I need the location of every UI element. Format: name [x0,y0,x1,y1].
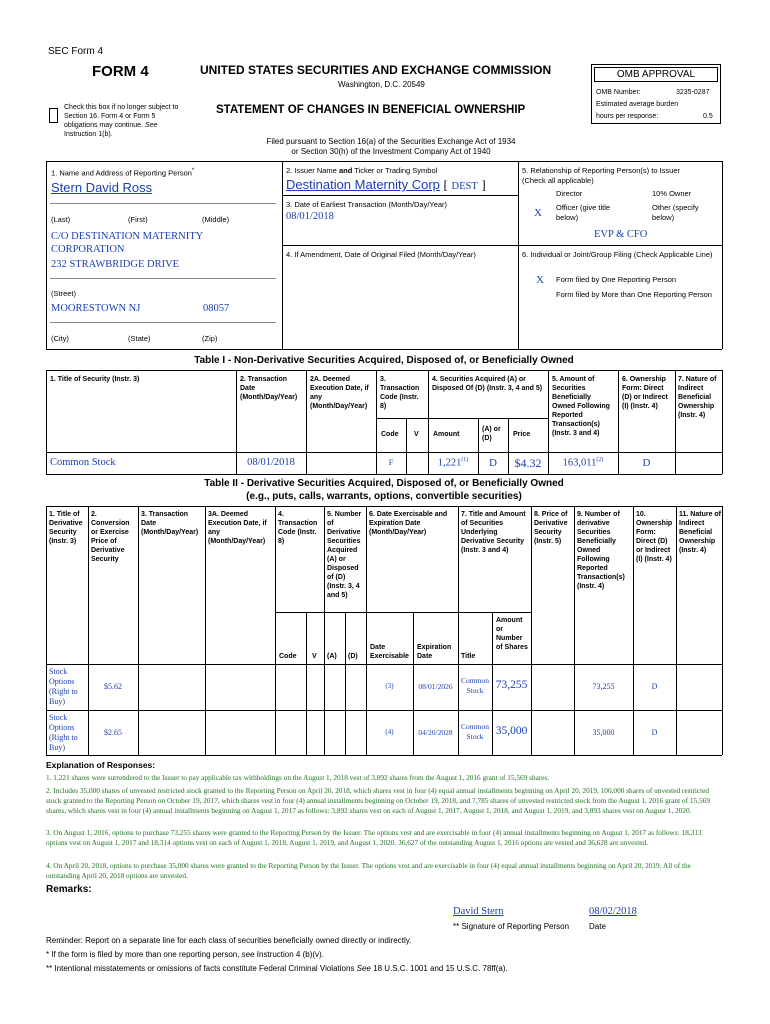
reporting-person-name[interactable]: Stern David Ross [51,180,153,195]
earliest-transaction-date: 08/01/2018 [286,211,334,222]
t2-row1-price: $5.62 [104,682,122,691]
t2-amount-shares: Amount or Number of Shares [496,617,528,651]
address-line-1: C/O DESTINATION MATERNITY [51,231,204,242]
t1-h1: 1. Title of Security (Instr. 3) [50,376,140,383]
filed-more-option[interactable]: Form filed by More than One Reporting Person [556,290,712,299]
t2-v: V [312,653,317,660]
signature-label: ** Signature of Reporting Person [453,922,570,931]
t2-h5: 5. Number of Derivative Securities Acquired (A) or Disposed of (D) (Instr. 3, 4 and 5) [327,511,362,599]
t2-expiration-date: Expiration Date [417,644,452,660]
t2-row2-owned: 35,000 [592,728,615,737]
form-label-top: SEC Form 4 [48,46,104,57]
t2-h1: 1. Title of Derivative Security (Instr. 3) [49,511,83,545]
agency-title: UNITED STATES SECURITIES AND EXCHANGE COMMISSION [200,63,552,77]
last-label: (Last) [51,215,71,224]
t2-d: (D) [348,653,358,660]
explanation-title: Explanation of Responses: [46,760,156,770]
box4-label: 4. If Amendment, Date of Original Filed (Month/Day/Year) [286,250,476,259]
footnote-3: 3. On August 1, 2016, options to purchase 73,255 shares were granted to the Reporting Person by the Issuer. The options vest and are exercisable in four (4) annual installments beginning on August 1, 2017 as follows: 18,313 options vest on August 1, 2017 and 18,314 options vest on each of August 1, 2018, August 1, 2019, and August 1, 2020. 36,627 of the outstanding August 1, 2016 options are vested and 36,628 are unvested. [46,828,702,847]
omb-number-value: 3235-0287 [676,89,710,96]
t2-row2-form: D [651,728,658,737]
t2-row1-u-amount: 73,255 [495,679,528,691]
issuer-name[interactable]: Destination Maternity Corp [286,177,440,192]
table2-title-2: (e.g., puts, calls, warrants, options, convertible securities) [246,491,522,502]
table2-title-1: Table II - Derivative Securities Acquired, Disposed of, or Beneficially Owned [204,478,564,489]
t1-v: V [414,431,419,438]
t1-h2a: 2A. Deemed Execution Date, if any (Month/Day/Year) [310,376,369,410]
t1-transaction-date: 08/01/2018 [247,457,295,468]
t2-h3a: 3A. Deemed Execution Date, if any (Month/Day/Year) [208,511,267,545]
checkbox-text: Check this box if no longer subject to Section 16. Form 4 or Form 5 obligations may continue. See Instruction 1(b). [64,104,179,138]
t1-h4: 4. Securities Acquired (A) or Disposed Of (D) (Instr. 3, 4 and 5) [432,376,543,392]
ten-pct-owner-option[interactable]: 10% Owner [652,189,692,198]
director-option[interactable]: Director [556,189,583,198]
t2-row2-u-title: Common Stock [461,722,489,741]
filed-one-option[interactable]: Form filed by One Reporting Person [556,275,677,284]
t2-h9: 9. Number of derivative Securities Beneficially Owned Following Reported Transaction(s) (Instr. 4) [577,511,625,590]
filed-line-1: Filed pursuant to Section 16(a) of the Securities Exchange Act of 1934 [266,137,516,146]
address-line-3: 232 STRAWBRIDGE DRIVE [51,259,180,270]
t1-amount-value: 1,221$^{(1)}$ [437,457,469,469]
t1-h7: 7. Nature of Indirect Beneficial Ownership (Instr. 4) [678,376,717,419]
street-label: (Street) [51,289,77,298]
state-label: (State) [128,334,151,343]
footnote-4: 4. On April 20, 2018, options to purchase 35,000 shares were granted to the Reporting Person by the Issuer. The options vest and are exercisable in four (4) equal annual installments beginning on April 20, 2019. All of the outstanding April 20, 2018 options are unvested. [46,861,691,880]
no-longer-subject-checkbox[interactable] [49,108,58,123]
t1-owned-value: 163,011$^{(2)}$ [562,457,604,469]
t2-h11: 11. Nature of Indirect Beneficial Ownership (Instr. 4) [679,511,722,554]
agency-city: Washington, D.C. 20549 [338,80,425,89]
t2-row1-owned: 73,255 [592,682,615,691]
city-state-value: MOORESTOWN NJ [51,303,141,314]
box1-label: 1. Name and Address of Reporting Person* [51,168,195,178]
t1-security-title: Common Stock [50,457,116,468]
reminder-2: * If the form is filed by more than one reporting person, see Instruction 4 (b)(v). [46,950,324,959]
t2-h3: 3. Transaction Date (Month/Day/Year) [141,511,199,536]
t2-row1-title: Stock Options (Right to Buy) [49,667,78,706]
t1-form-value: D [642,457,651,469]
omb-hours-label: hours per response: [596,113,659,120]
zip-label: (Zip) [202,334,218,343]
ticker-symbol: DEST [451,181,478,192]
t1-h3: 3. Transaction Code (Instr. 8) [380,376,420,410]
t1-aord-value: D [489,457,497,469]
officer-check-mark: X [534,207,542,219]
t2-code: Code [279,653,297,660]
date-label: Date [589,922,606,931]
t1-code: Code [381,431,399,438]
zip-value: 08057 [203,303,230,314]
officer-option[interactable]: Officer (give title below) [556,203,611,222]
t1-price: Price [513,431,531,438]
signature-name: David Stern [453,906,504,917]
t2-row2-price: $2.65 [104,728,122,737]
officer-title: EVP & CFO [594,229,648,240]
box5-sub: (Check all applicable) [522,176,594,185]
box2-label: 2. Issuer Name and Ticker or Trading Symbol [286,166,438,175]
middle-label: (Middle) [202,215,230,224]
t2-row2-exp: 04/20/2028 [418,728,453,737]
box6-label: 6. Individual or Joint/Group Filing (Check Applicable Line) [522,250,713,259]
t2-h4: 4. Transaction Code (Instr. 8) [278,511,318,545]
omb-burden-label: Estimated average burden [596,101,679,108]
t1-amount: Amount [433,431,460,438]
statement-title: STATEMENT OF CHANGES IN BENEFICIAL OWNERSHIP [216,104,526,116]
one-person-check-mark: X [536,274,544,286]
t1-price-value: $4.32 [514,456,542,470]
t2-row1-date-ex: (3) [385,682,394,690]
reminder-1: Reminder: Report on a separate line for each class of securities beneficially owned directly or indirectly. [46,936,412,945]
address-line-2: CORPORATION [51,244,125,255]
t2-row1-exp: 08/01/2026 [418,682,453,691]
omb-title: OMB APPROVAL [594,67,718,82]
remarks-title: Remarks: [46,884,92,895]
reminder-3: ** Intentional misstatements or omissions of facts constitute Federal Criminal Violations See 18 U.S.C. 1001 and 15 U.S.C. 78ff(a). [46,964,508,973]
t2-row2-date-ex: (4) [385,728,394,736]
footnote-1: 1. 1,221 shares were surrendered to the Issuer to pay applicable tax withholdings on the August 1, 2018 vest of 3,892 shares from the August 1, 2016 grant of 15,569 shares. [46,773,550,782]
t1-h6: 6. Ownership Form: Direct (D) or Indirect (I) (Instr. 4) [622,376,668,410]
t1-aord: (A) or (D) [482,426,501,442]
first-label: (First) [128,215,148,224]
t1-h2: 2. Transaction Date (Month/Day/Year) [240,376,298,401]
box3-label: 3. Date of Earliest Transaction (Month/Day/Year) [286,200,448,209]
other-option[interactable]: Other (specify below) [652,203,699,222]
table1-title: Table I - Non-Derivative Securities Acquired, Disposed of, or Beneficially Owned [194,355,574,366]
footnote-2: 2. Includes 35,000 shares of unvested restricted stock granted to the Reporting Person on April 20, 2018, which shares vest in four (4) equal annual installments beginning on April 20, 2019, 100,000 shares of unvested restricted stock granted to the Reporting Person on October 19, 2017, which shares vest in four (4) annual installments beginning on October 19, 2018, and 7,785 shares of unvested restricted stock from the August 1, 2016 grant of 15,569 shares, which shares vest in four (4) annual installments beginning on August 1, 2017 as follows: 3,892 shares vest on each of August 1, 2017, August 1, 2018, and August 1, 2019, and 3,893 shares vest on August 1, 2020. [46,786,710,815]
t2-h2: 2. Conversion or Exercise Price of Derivative Security [91,511,130,563]
omb-hours-value: 0.5 [703,113,713,120]
form-number: FORM 4 [92,63,149,80]
t2-row1-form: D [651,682,658,691]
box5-label: 5. Relationship of Reporting Person(s) to Issuer [522,166,680,175]
t1-code-value: F [388,458,394,467]
t2-a: (A) [327,653,337,660]
t2-row2-title: Stock Options (Right to Buy) [49,713,78,752]
filed-line-2: or Section 30(h) of the Investment Company Act of 1940 [291,147,491,156]
t2-h10: 10. Ownership Form: Direct (D) or Indirect (I) (Instr. 4) [636,511,673,563]
t2-date-exercisable: Date Exercisable [370,644,409,660]
issuer-line: Destination Maternity Corp [ DEST ] [286,177,486,192]
t2-h7: 7. Title and Amount of Securities Underlying Derivative Security (Instr. 3 and 4) [461,511,526,554]
t2-row2-u-amount: 35,000 [495,725,528,737]
t2-h8: 8. Price of Derivative Security (Instr. 5) [534,511,568,545]
city-label: (City) [51,334,69,343]
omb-number-label: OMB Number: [596,89,641,96]
t2-h6: 6. Date Exercisable and Expiration Date (Month/Day/Year) [369,511,448,536]
t2-row1-u-title: Common Stock [461,676,489,695]
signature-date: 08/02/2018 [589,906,637,917]
t2-title: Title [461,653,476,660]
t1-h5: 5. Amount of Securities Beneficially Owned Following Reported Transaction(s) (Instr. 3 and 4) [552,376,610,437]
